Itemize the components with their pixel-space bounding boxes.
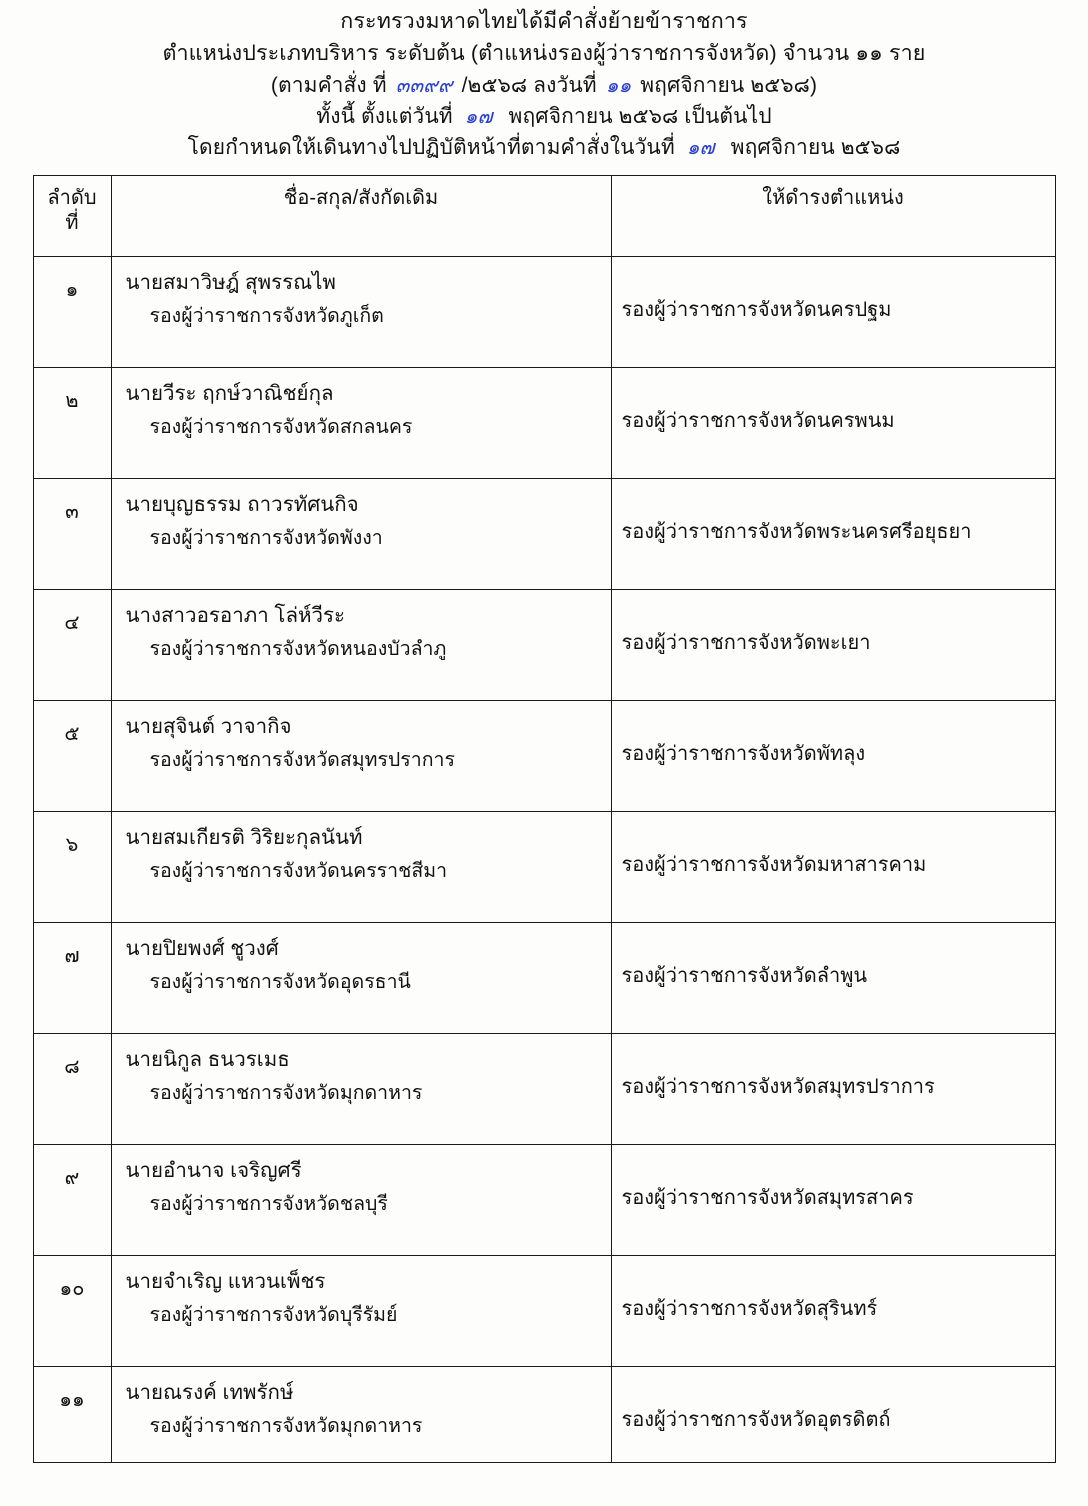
row-position-cell: [611, 1366, 1055, 1462]
table-row: [33, 922, 1055, 1033]
person-new-position: รองผู้ว่าราชการจังหวัดลำพูน: [621, 964, 868, 987]
person-new-position: รองผู้ว่าราชการจังหวัดพะเยา: [621, 631, 871, 654]
person-current-position: รองผู้ว่าราชการจังหวัดมุกดาหาร: [149, 1082, 423, 1105]
row-position-cell: [611, 589, 1055, 700]
effective-day-handwritten: ๑๗: [464, 103, 493, 128]
order-day-handwritten: ๑๑: [605, 72, 632, 97]
person-new-position: รองผู้ว่าราชการจังหวัดสมุทรปราการ: [621, 1075, 935, 1098]
table-header: [33, 175, 1055, 256]
table-header-row: [33, 175, 1055, 256]
person-new-position: รองผู้ว่าราชการจังหวัดมหาสารคาม: [621, 853, 927, 876]
person-new-position: รองผู้ว่าราชการจังหวัดพระนครศรีอยุธยา: [621, 520, 972, 543]
row-position-cell: [611, 811, 1055, 922]
row-name-cell: [111, 1255, 611, 1366]
column-header-no-line1: ลำดับ: [47, 186, 97, 209]
person-name: นายณรงค์ เทพรักษ์: [125, 1380, 294, 1404]
person-current-position: รองผู้ว่าราชการจังหวัดอุดรธานี: [149, 971, 411, 994]
table-row: [33, 1033, 1055, 1144]
heading-line-1: กระทรวงมหาดไทยได้มีคำสั่งย้ายข้าราชการ: [340, 9, 748, 33]
column-header-no-line2: ที่: [65, 211, 79, 234]
table-row: [33, 1144, 1055, 1255]
table-row: [33, 1366, 1055, 1462]
person-current-position: รองผู้ว่าราชการจังหวัดหนองบัวลำภู: [149, 638, 447, 661]
order-suffix: พฤศจิกายน ๒๕๖๘): [640, 73, 818, 97]
row-name-cell: [111, 1033, 611, 1144]
row-position-cell: [611, 922, 1055, 1033]
person-current-position: รองผู้ว่าราชการจังหวัดสมุทรปราการ: [149, 749, 455, 772]
person-name: นายสมเกียรติ วิริยะกุลนันท์: [125, 825, 363, 849]
row-name-cell: [111, 1366, 611, 1462]
row-number: ๗: [33, 922, 111, 1033]
order-number-handwritten: ๓๓๙๙: [395, 72, 453, 97]
person-current-position: รองผู้ว่าราชการจังหวัดมุกดาหาร: [149, 1415, 423, 1438]
table-row: [33, 1255, 1055, 1366]
person-new-position: รองผู้ว่าราชการจังหวัดพัทลุง: [621, 742, 866, 765]
row-position-cell: [611, 1033, 1055, 1144]
row-number: ๒: [33, 367, 111, 478]
person-name: นางสาวอรอาภา โล่ห์วีระ: [125, 603, 346, 627]
row-number: ๑๐: [33, 1255, 111, 1366]
row-name-cell: [111, 811, 611, 922]
travel-date-line: [0, 132, 1088, 163]
effective-prefix: ทั้งนี้ ตั้งแต่วันที่: [316, 104, 453, 128]
row-name-cell: [111, 256, 611, 367]
row-position-cell: [611, 1144, 1055, 1255]
person-new-position: รองผู้ว่าราชการจังหวัดสมุทรสาคร: [621, 1186, 914, 1209]
row-name-cell: [111, 478, 611, 589]
row-number: ๘: [33, 1033, 111, 1144]
row-position-cell: [611, 478, 1055, 589]
table-row: [33, 367, 1055, 478]
column-header-position: ให้ดำรงตำแหน่ง: [611, 175, 1055, 256]
person-current-position: รองผู้ว่าราชการจังหวัดสกลนคร: [149, 416, 413, 439]
person-name: นายบุญธรรม ถาวรทัศนกิจ: [125, 492, 359, 516]
row-position-cell: [611, 1255, 1055, 1366]
document-header: [0, 0, 1088, 163]
column-header-no: [33, 175, 111, 256]
row-number: ๖: [33, 811, 111, 922]
column-header-name: ชื่อ-สกุล/สังกัดเดิม: [111, 175, 611, 256]
row-name-cell: [111, 922, 611, 1033]
table-body: [33, 256, 1055, 1462]
row-name-cell: [111, 367, 611, 478]
row-number: ๑: [33, 256, 111, 367]
travel-day-handwritten: ๑๗: [686, 134, 715, 159]
row-number: ๓: [33, 478, 111, 589]
person-current-position: รองผู้ว่าราชการจังหวัดภูเก็ต: [149, 305, 384, 328]
row-number: ๑๑: [33, 1366, 111, 1462]
row-position-cell: [611, 256, 1055, 367]
person-name: นายสุจินต์ วาจากิจ: [125, 714, 292, 738]
person-new-position: รองผู้ว่าราชการจังหวัดนครปฐม: [621, 298, 892, 321]
effective-date-line: [0, 101, 1088, 132]
person-current-position: รองผู้ว่าราชการจังหวัดพังงา: [149, 527, 383, 550]
order-middle: /๒๕๖๘ ลงวันที่: [461, 73, 597, 97]
person-new-position: รองผู้ว่าราชการจังหวัดนครพนม: [621, 409, 895, 432]
heading-line-2: ตำแหน่งประเภทบริหาร ระดับต้น (ตำแหน่งรองผู้ว่าราชการจังหวัด) จำนวน ๑๑ ราย: [162, 40, 926, 65]
person-current-position: รองผู้ว่าราชการจังหวัดบุรีรัมย์: [149, 1304, 398, 1327]
person-current-position: รองผู้ว่าราชการจังหวัดนครราชสีมา: [149, 860, 448, 883]
effective-suffix: พฤศจิกายน ๒๕๖๘ เป็นต้นไป: [508, 104, 772, 128]
row-name-cell: [111, 589, 611, 700]
person-new-position: รองผู้ว่าราชการจังหวัดอุตรดิตถ์: [621, 1408, 891, 1431]
person-name: นายปิยพงศ์ ชูวงศ์: [125, 936, 279, 960]
travel-prefix: โดยกำหนดให้เดินทางไปปฏิบัติหน้าที่ตามคำสั่งในวันที่: [187, 135, 675, 159]
person-current-position: รองผู้ว่าราชการจังหวัดชลบุรี: [149, 1193, 388, 1216]
transfer-table: [33, 175, 1056, 1463]
table-row: [33, 256, 1055, 367]
table-row: [33, 589, 1055, 700]
order-prefix: (ตามคำสั่ง ที่: [270, 73, 387, 97]
row-position-cell: [611, 700, 1055, 811]
row-name-cell: [111, 1144, 611, 1255]
person-name: นายวีระ ฤกษ์วาณิชย์กุล: [125, 381, 334, 405]
order-reference-line: [0, 70, 1088, 101]
person-name: นายสมาวิษฎ์ สุพรรณไพ: [125, 270, 336, 294]
table-row: [33, 700, 1055, 811]
table-row: [33, 478, 1055, 589]
person-name: นายอำนาจ เจริญศรี: [125, 1158, 302, 1182]
row-number: ๕: [33, 700, 111, 811]
row-number: ๙: [33, 1144, 111, 1255]
table-row: [33, 811, 1055, 922]
row-position-cell: [611, 367, 1055, 478]
row-number: ๔: [33, 589, 111, 700]
row-name-cell: [111, 700, 611, 811]
person-new-position: รองผู้ว่าราชการจังหวัดสุรินทร์: [621, 1297, 878, 1320]
person-name: นายนิกูล ธนวรเมธ: [125, 1047, 290, 1071]
person-name: นายจำเริญ แหวนเพ็ชร: [125, 1269, 326, 1293]
travel-suffix: พฤศจิกายน ๒๕๖๘: [730, 135, 901, 159]
